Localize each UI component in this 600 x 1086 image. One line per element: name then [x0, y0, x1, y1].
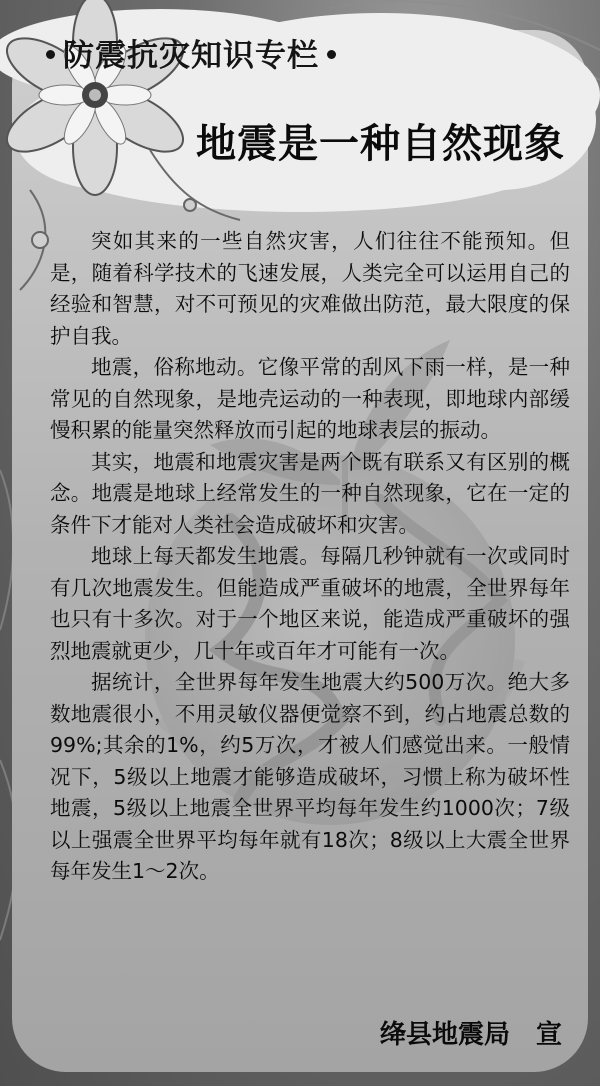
paragraph: 据统计，全世界每年发生地震大约500万次。绝大多数地震很小，不用灵敏仪器便觉察不到，约占地震总数的99%;其余的1%，约5万次，才被人们感觉出来。一般情况下，5级以上地震才能够造成破坏，习惯上称为破坏性地震，5级以上地震全世界平均每年发生约1000次；7级以上强震全世界平均每年就有18次；8级以上大震全世界每年发生1～2次。 — [50, 670, 570, 883]
paragraph: 地球上每天都发生地震。每隔几秒钟就有一次或同时有几次地震发生。但能造成严重破坏的地震，全世界每年也只有十多次。对于一个地区来说，能造成严重破坏的强烈地震就更少，几十年或百年才可能有一次。 — [50, 544, 570, 663]
column-title-text: 防震抗灾知识专栏 — [63, 38, 319, 74]
bullet-dot-icon — [327, 50, 336, 59]
article-body — [50, 226, 570, 888]
paragraph: 其实，地震和地震灾害是两个既有联系又有区别的概念。地震是地球上经常发生的一种自然现象，它在一定的条件下才能对人类社会造成破坏和灾害。 — [50, 449, 570, 537]
signature: 绛县地震局 宣 — [379, 1020, 562, 1050]
headline: 地震是一种自然现象 — [196, 121, 565, 167]
paragraph: 地震，俗称地动。它像平常的刮风下雨一样，是一种常见的自然现象，是地壳运动的一种表现，即地球内部缓慢积累的能量突然释放而引起的地球表层的振动。 — [50, 355, 570, 442]
bullet-dot-icon — [46, 50, 55, 59]
paragraph: 突如其来的一些自然灾害，人们往往不能预知。但是，随着科学技术的飞速发展，人类完全可以运用自己的经验和智慧，对不可预见的灾难做出防范，最大限度的保护自我。 — [50, 229, 570, 348]
column-title — [38, 30, 344, 75]
